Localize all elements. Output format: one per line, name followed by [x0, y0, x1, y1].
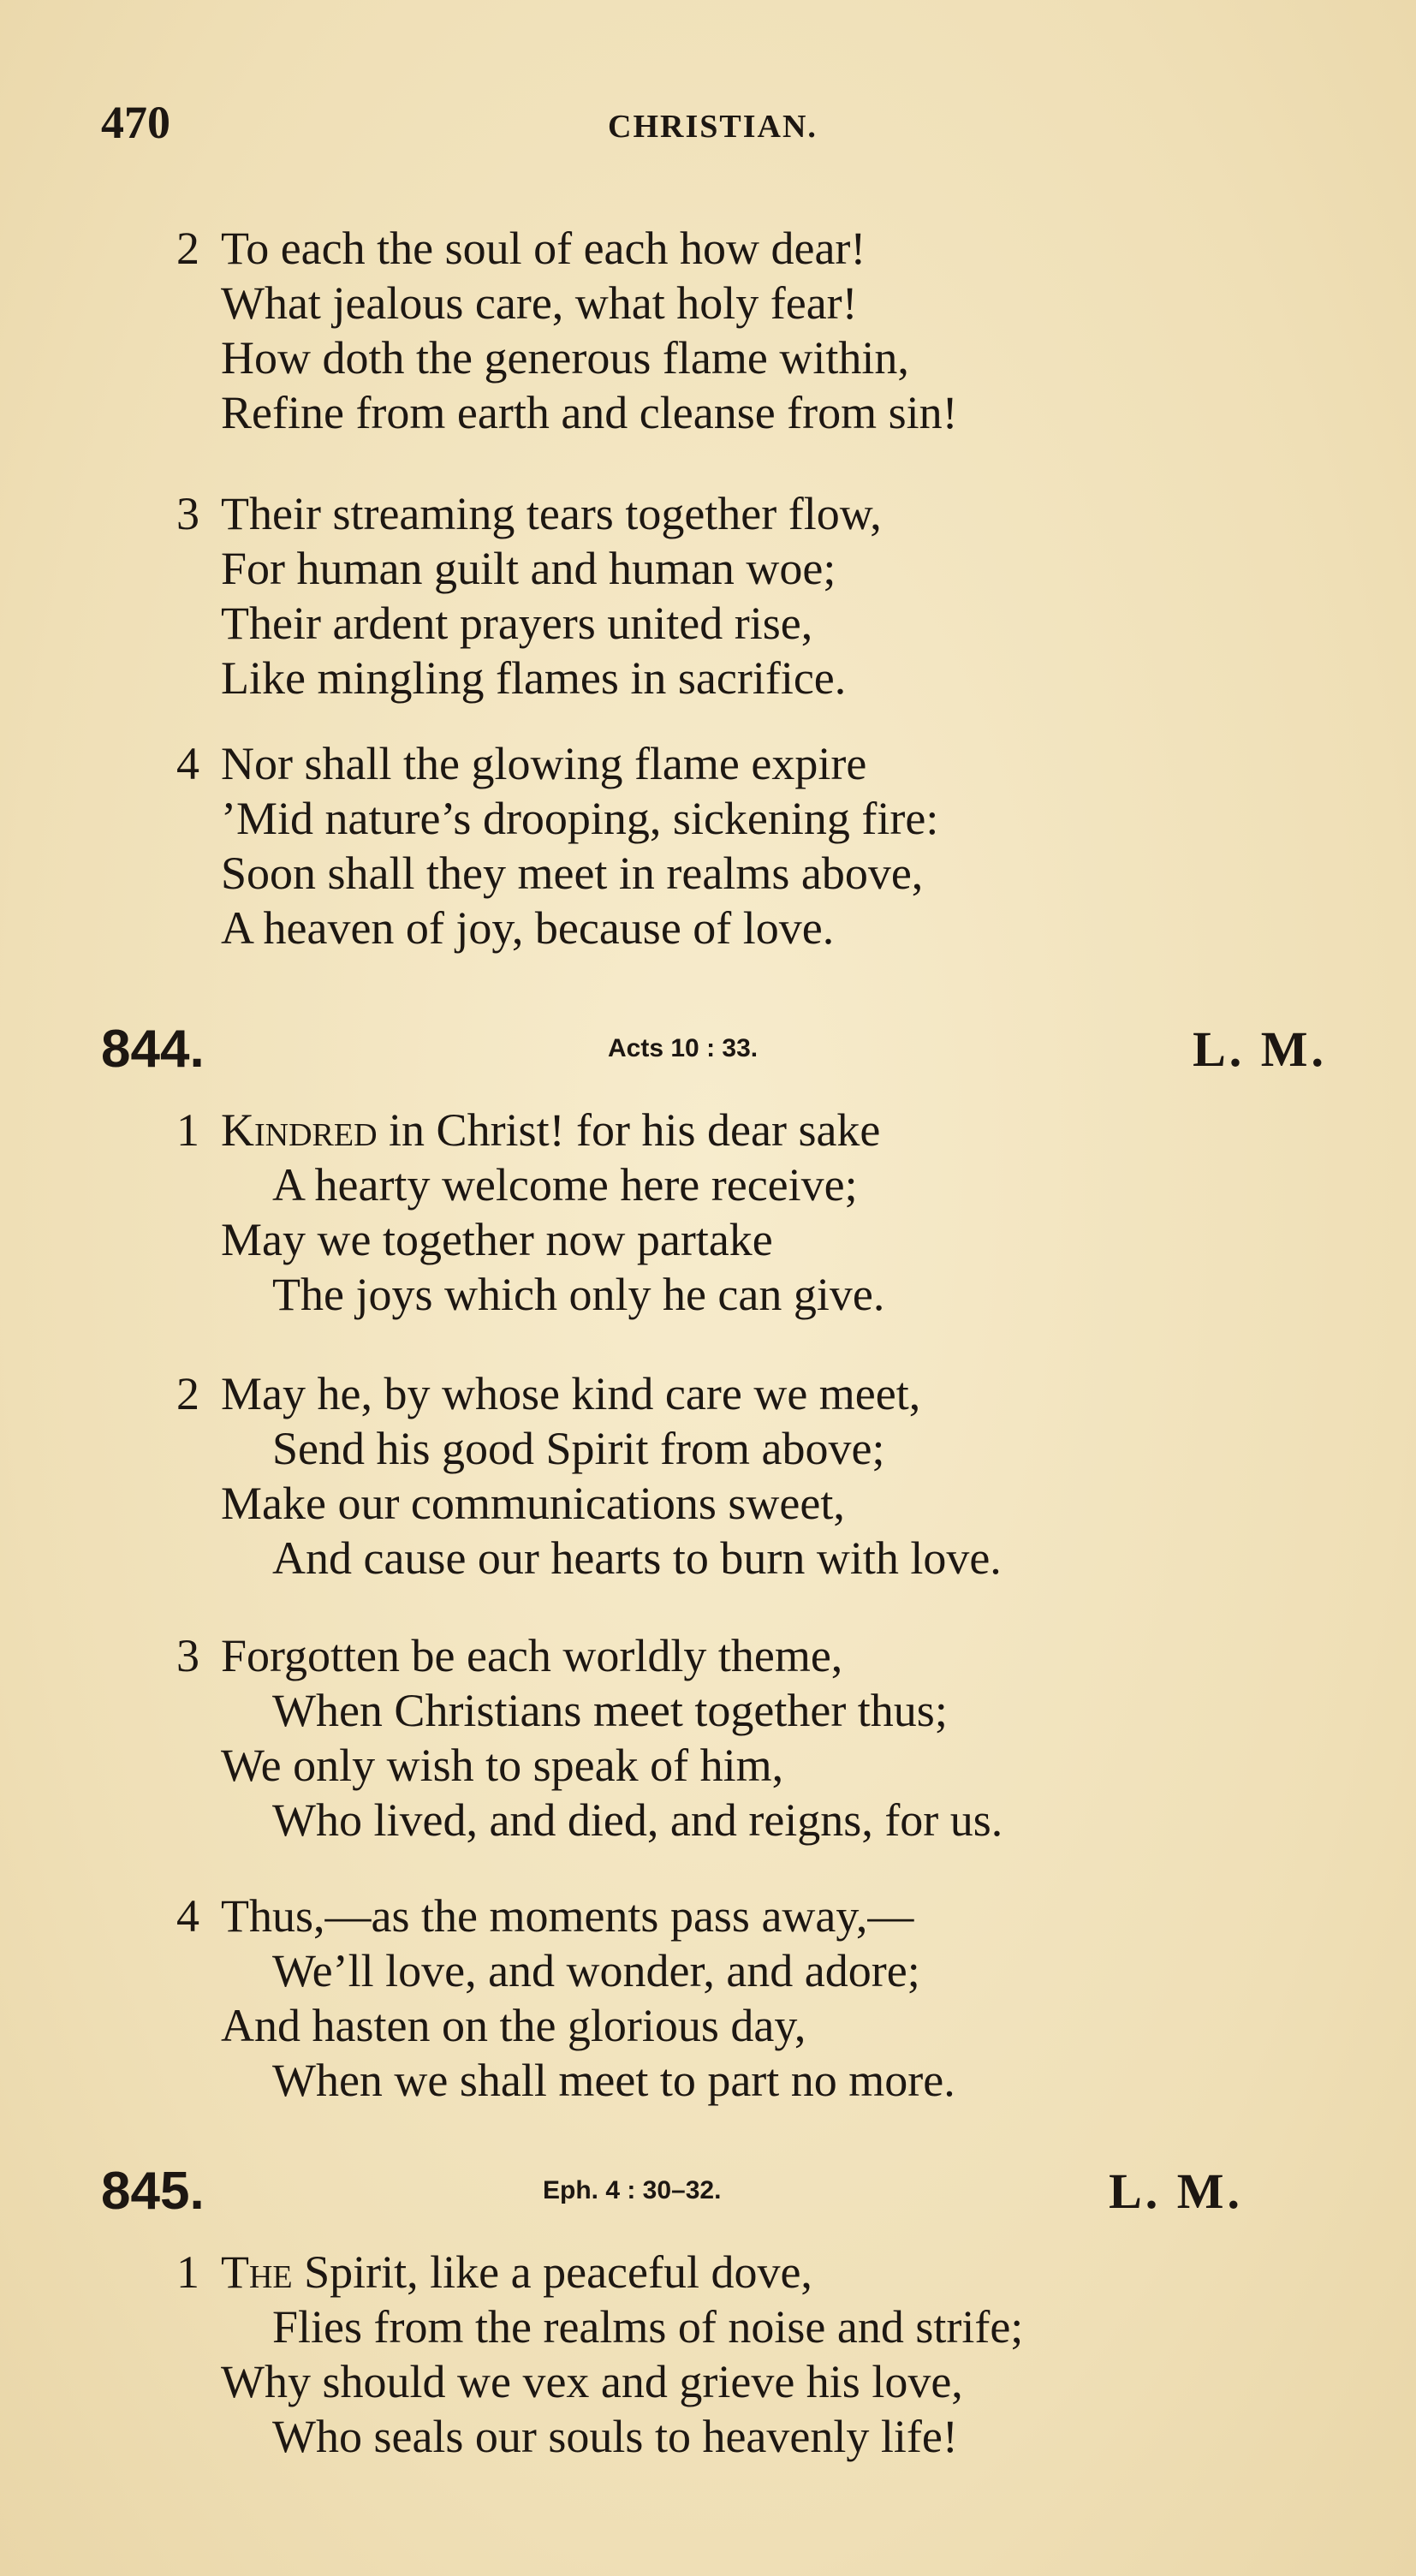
- hymn-845-stanza-1: [176, 2245, 1334, 2464]
- verse-line: [176, 486, 1334, 541]
- line-text: in Christ! for his dear sake: [377, 1104, 881, 1156]
- verse-line: [221, 330, 1334, 385]
- line-text: Like mingling flames in sacrifice.: [221, 652, 847, 704]
- line-text: Who lived, and died, and reigns, for us.: [272, 1794, 1003, 1846]
- stanza-number: 1: [176, 1104, 199, 1156]
- hymn-845-heading: [101, 2161, 1327, 2221]
- hymn-number: 845.: [101, 2162, 205, 2221]
- line-text: Thus,—as the moments pass away,—: [221, 1890, 914, 1942]
- verse-line: [176, 1103, 1334, 1157]
- line-text: For human guilt and human woe;: [221, 543, 836, 594]
- meter: L. M.: [1193, 1021, 1327, 1077]
- line-text: Refine from earth and cleanse from sin!: [221, 387, 958, 438]
- prev-hymn-stanza-2: [176, 221, 1334, 440]
- verse-line: [221, 1421, 1334, 1476]
- hymn-844-stanza-3: [176, 1628, 1334, 1847]
- line-text: Soon shall they meet in realms above,: [221, 848, 924, 899]
- verse-line: [221, 596, 1334, 651]
- line-text: A heaven of joy, because of love.: [221, 902, 835, 954]
- first-word: The: [221, 2246, 293, 2298]
- running-head: [101, 96, 1325, 156]
- line-text: We only wish to speak of him,: [221, 1740, 784, 1791]
- verse-line: [176, 1366, 1334, 1421]
- hymn-844-heading: [101, 1019, 1327, 1079]
- line-text: May he, by whose kind care we meet,: [221, 1368, 921, 1419]
- verse-line: [221, 1531, 1334, 1585]
- verse-line: [221, 2354, 1334, 2409]
- first-word: Kindred: [221, 1104, 378, 1156]
- line-text: Spirit, like a peaceful dove,: [292, 2246, 812, 2298]
- hymn-844-stanza-4: [176, 1889, 1334, 2108]
- verse-line: [221, 846, 1334, 901]
- verse-line: [221, 2053, 1334, 2108]
- verse-line: [221, 385, 1334, 440]
- stanza-number: 3: [176, 488, 199, 539]
- verse-line: [221, 1683, 1334, 1738]
- stanza-number: 4: [176, 1890, 199, 1942]
- verse-line: [176, 221, 1334, 276]
- verse-line: [176, 1628, 1334, 1683]
- meter: L. M.: [1109, 2163, 1243, 2219]
- verse-line: [176, 2245, 1334, 2299]
- page-number: 470: [101, 97, 170, 148]
- line-text: What jealous care, what holy fear!: [221, 277, 858, 329]
- hymn-844-stanza-2: [176, 1366, 1334, 1585]
- hymn-number: 844.: [101, 1020, 205, 1079]
- prev-hymn-stanza-4: [176, 736, 1334, 955]
- running-title: CHRISTIAN.: [608, 109, 818, 145]
- verse-line: [221, 651, 1334, 705]
- line-text: Why should we vex and grieve his love,: [221, 2356, 963, 2407]
- verse-line: [221, 2409, 1334, 2464]
- stanza-number: 2: [176, 1368, 199, 1419]
- verse-line: [221, 1267, 1334, 1322]
- verse-line: [221, 1793, 1334, 1847]
- line-text: Their streaming tears together flow,: [221, 488, 882, 539]
- scripture-reference: Acts 10 : 33.: [608, 1034, 759, 1062]
- prev-hymn-stanza-3: [176, 486, 1334, 705]
- stanza-number: 3: [176, 1630, 199, 1681]
- line-text: The joys which only he can give.: [272, 1269, 885, 1320]
- verse-line: [221, 1738, 1334, 1793]
- line-text: When we shall meet to part no more.: [272, 2055, 955, 2106]
- stanza-number: 1: [176, 2246, 199, 2298]
- line-text: May we together now partake: [221, 1214, 773, 1265]
- line-text: To each the soul of each how dear!: [221, 223, 866, 274]
- line-text: And hasten on the glorious day,: [221, 2000, 806, 2051]
- verse-line: [221, 541, 1334, 596]
- line-text: Send his good Spirit from above;: [272, 1423, 885, 1474]
- line-text: ’Mid nature’s drooping, sickening fire:: [221, 793, 939, 844]
- verse-line: [176, 1889, 1334, 1943]
- line-text: We’ll love, and wonder, and adore;: [272, 1945, 920, 1996]
- line-text: Make our communications sweet,: [221, 1478, 845, 1529]
- verse-line: [221, 901, 1334, 955]
- verse-line: [221, 276, 1334, 330]
- verse-line: [221, 791, 1334, 846]
- hymn-844-stanza-1: [176, 1103, 1334, 1322]
- stanza-number: 4: [176, 738, 199, 789]
- scripture-reference: Eph. 4 : 30–32.: [543, 2176, 722, 2204]
- line-text: A hearty welcome here receive;: [272, 1159, 858, 1211]
- verse-line: [221, 1476, 1334, 1531]
- verse-line: [221, 1998, 1334, 2053]
- line-text: How doth the generous flame within,: [221, 332, 909, 384]
- verse-line: [176, 736, 1334, 791]
- line-text: Nor shall the glowing flame expire: [221, 738, 867, 789]
- stanza-number: 2: [176, 223, 199, 274]
- verse-line: [221, 1157, 1334, 1212]
- verse-line: [221, 1943, 1334, 1998]
- verse-line: [221, 1212, 1334, 1267]
- line-text: Their ardent prayers united rise,: [221, 598, 813, 649]
- line-text: Who seals our souls to heavenly life!: [272, 2411, 958, 2462]
- verse-line: [221, 2299, 1334, 2354]
- line-text: And cause our hearts to burn with love.: [272, 1532, 1002, 1584]
- line-text: Flies from the realms of noise and strife;: [272, 2301, 1024, 2353]
- line-text: Forgotten be each worldly theme,: [221, 1630, 843, 1681]
- line-text: When Christians meet together thus;: [272, 1685, 948, 1736]
